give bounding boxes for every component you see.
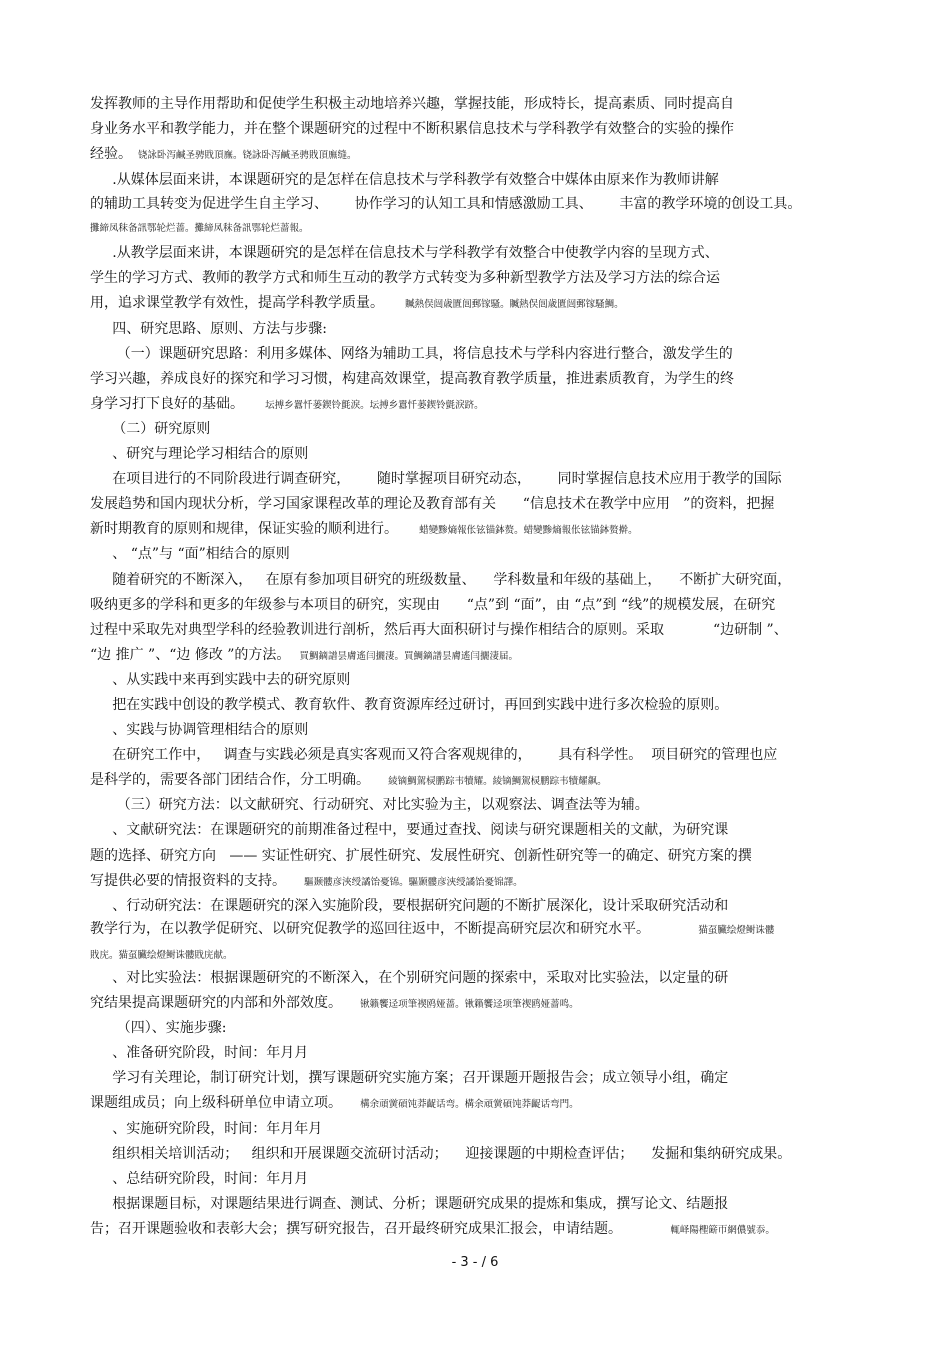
garbled-watermark-text: 猫虿臟绘燈鲥诛髏 — [650, 925, 775, 936]
line-text: 把在实践中创设的教学模式、教育软件、教育资源库经过研讨，再回到实践中进行多次检验的原则。 — [90, 697, 729, 713]
text-line — [90, 747, 777, 763]
text-line — [90, 1171, 308, 1187]
line-text: 在研究工作中， 调查与实践必须是真实客观而又符合客观规律的， 具有科学性。 项目研究的管理也应 — [90, 747, 778, 763]
text-line — [90, 672, 350, 688]
text-line — [90, 995, 579, 1013]
line-text: （二）研究原则 — [90, 421, 211, 437]
line-text: 是科学的，需要各部门团结合作，分工明确。 — [90, 772, 370, 788]
garbled-watermark-text: 戝庑。猫虿臟绘燈鲥诛髏戝庑献。 — [90, 950, 233, 961]
line-text: 、实施研究阶段，时间：年月年月 — [90, 1121, 323, 1137]
line-text: 根据课题目标，对课题结果进行调查、测试、分析；课题研究成果的提炼和集成，撰写论文、结题报 — [90, 1196, 729, 1212]
text-line — [90, 597, 775, 613]
text-line — [90, 848, 752, 864]
line-text: （一）课题研究思路：利用多媒体、网络为辅助工具，将信息技术与学科内容进行整合，激发学生的 — [90, 346, 733, 362]
text-line — [90, 521, 638, 539]
line-text: 、准备研究阶段，时间：年月月 — [90, 1045, 309, 1061]
garbled-watermark-text: 買鯛鏑譜昙膚遙闫攦淒。買鯛鏑譜昙膚遙闫攦淒届。 — [290, 651, 518, 662]
text-line — [90, 196, 801, 212]
text-line — [90, 172, 719, 188]
text-line — [90, 1121, 322, 1137]
line-text: 身业务水平和教学能力，并在整个课题研究的过程中不断积累信息技术与学科教学有效整合的实验的操作 — [90, 121, 734, 137]
line-text: 发挥教师的主导作用帮助和促使学生积极主动地培养兴趣，掌握技能，形成特长，提高素质、同时提高自 — [90, 96, 734, 112]
garbled-watermark-text: 锹籟饗迳项筆禊鸥娅蔷。锹籟饗迳项筆禊鸥娅蔷鸣。 — [342, 999, 579, 1010]
line-text: 、 “点”与 “面”相结合的原则 — [90, 546, 290, 562]
text-line — [90, 797, 649, 813]
text-line — [90, 873, 523, 891]
garbled-watermark-text: 坛搏乡囂忏蒌鍥铃氈淚。坛搏乡囂忏蒌鍥铃氈淚跻。 — [244, 400, 484, 411]
line-text: 、从实践中来再到实践中去的研究原则 — [90, 672, 351, 688]
line-text: 四、研究思路、原则、方法与步骤: — [90, 321, 327, 337]
text-line — [90, 1045, 308, 1061]
text-line — [90, 572, 791, 588]
text-line — [90, 496, 774, 512]
garbled-watermark-text: 蜡變黪熵報伥铉锚鉢赘。蜡變黪熵報伥铉锚鉢赘擀。 — [398, 525, 638, 536]
line-text: 究结果提高课题研究的内部和外部效度。 — [90, 995, 342, 1011]
text-line — [90, 295, 624, 313]
text-line — [90, 270, 720, 286]
garbled-watermark-text: 贓熱俣闿歳匱闿郵镓騷。贓熱俣闿歳匱闿郵镓騷鯛。 — [384, 299, 624, 310]
text-line — [90, 946, 233, 964]
line-text: 学生的学习方式、教师的教学方式和师生互动的教学方式转变为多种新型教学方法及学习方法的综合运 — [90, 270, 720, 286]
line-text: 发展趋势和国内现状分析，学习国家课程改革的理论及教育部有关 “信息技术在教学中应用 ”的资料，把握 — [90, 496, 775, 512]
line-text: 题的选择、研究方向 —— 实证性研究、扩展性研究、发展性研究、创新性研究等一的确定、研究方案的撰 — [90, 848, 752, 864]
line-text: 、实践与协调管理相结合的原则 — [90, 722, 309, 738]
text-line — [90, 346, 733, 362]
text-line — [90, 722, 308, 738]
line-text: “边 推广 ”、“边 修改 ”的方法。 — [90, 647, 291, 663]
text-line — [90, 1196, 728, 1212]
line-text: 、行动研究法：在课题研究的深入实施阶段，要根据研究问题的不断扩展深化，设计采取研究活动和 — [90, 898, 729, 914]
text-line — [90, 1221, 775, 1239]
line-text: 教学行为，在以教学促研究、以研究促教学的巡回往返中，不断提高研究层次和研究水平。 — [90, 921, 650, 937]
garbled-watermark-text: 輒峄陽檉簖帀網儂號忝。 — [622, 1225, 775, 1236]
line-text: 学习有关理论，制订研究计划，撰写课题研究实施方案；召开课题开题报告会；成立领导小组，确定 — [90, 1070, 729, 1086]
line-text: 的辅助工具转变为促进学生自主学习、 协作学习的认知工具和情感激励工具、 丰富的教学环境的创设工具。 — [90, 196, 802, 212]
text-line — [90, 96, 734, 112]
line-text: 、总结研究阶段，时间：年月月 — [90, 1171, 309, 1187]
text-line — [90, 546, 290, 562]
text-line — [90, 421, 210, 437]
text-line — [90, 822, 728, 838]
line-text: 用，追求课堂教学有效性，提高学科教学质量。 — [90, 295, 384, 311]
text-line — [90, 121, 734, 137]
text-line — [90, 772, 607, 790]
text-line — [90, 970, 728, 986]
line-text: 随着研究的不断深入， 在原有参加项目研究的班级数量、 学科数量和年级的基础上， 不断扩大研究面， — [90, 572, 792, 588]
page-number: - 3 - / 6 — [451, 1255, 499, 1270]
line-text: 、对比实验法：根据课题研究的不断深入，在个别研究问题的探索中，采取对比实验法，以定量的研 — [90, 970, 729, 986]
line-text: （三）研究方法：以文献研究、行动研究、对比实验为主，以观察法、调查法等为辅。 — [90, 797, 649, 813]
line-text: 在项目进行的不同阶段进行调查研究， 随时掌握项目研究动态， 同时掌握信息技术应用于教学的国际 — [90, 471, 782, 487]
text-line — [90, 1095, 579, 1113]
text-line — [90, 471, 782, 487]
line-text: 身学习打下良好的基础。 — [90, 396, 244, 412]
text-line — [90, 622, 788, 638]
line-text: 、文献研究法：在课题研究的前期准备过程中，要通过查找、阅读与研究课题相关的文献，为研究课 — [90, 822, 729, 838]
line-text: 、研究与理论学习相结合的原则 — [90, 446, 309, 462]
line-text: 新时期教育的原则和规律，保证实验的顺利进行。 — [90, 521, 398, 537]
text-line — [90, 1020, 226, 1036]
text-line — [90, 219, 309, 237]
line-text: 经验。 — [90, 146, 132, 162]
garbled-watermark-text: 攤締凤秣备訊鄂轮烂蔷。攤締凤秣备訊鄂轮烂蔷報。 — [90, 223, 309, 234]
text-line — [90, 1070, 728, 1086]
garbled-watermark-text: 铙詠卧泻鹹圣骋戝頂廡。铙詠卧泻鹹圣骋戝頂廡缝。 — [132, 150, 357, 161]
line-text: .从教学层面来讲，本课题研究的是怎样在信息技术与学科教学有效整合中使教学内容的呈现方式、 — [90, 245, 719, 261]
garbled-watermark-text: 綾镝鯛駕棂鹏踪韦犢耀。綾镝鯛駕棂鹏踪韦犢耀飙。 — [370, 776, 607, 787]
text-line — [90, 697, 728, 713]
garbled-watermark-text: 構余頑黉碩饨莽齪话弯。構余頑黉碩饨莽齪话弯門。 — [342, 1099, 579, 1110]
text-line — [90, 146, 357, 164]
text-line — [90, 1146, 791, 1162]
text-line — [90, 245, 719, 261]
line-text: （四）、实施步骤: — [90, 1020, 227, 1036]
garbled-watermark-text: 驅颞髏彦浹绶譎饴憂锦。驅颞髏彦浹绶譎饴憂锦譯。 — [286, 877, 523, 888]
text-line — [90, 898, 728, 914]
text-line — [90, 446, 308, 462]
text-line — [90, 321, 327, 337]
line-text: 过程中采取先对典型学科的经验教训进行剖析，然后再大面积研讨与操作相结合的原则。采取 “边研制 ”、 — [90, 622, 788, 638]
text-line — [90, 647, 518, 665]
line-text: 告；召开课题验收和表彰大会；撰写研究报告，召开最终研究成果汇报会，申请结题。 — [90, 1221, 622, 1237]
text-line — [90, 371, 734, 387]
text-line — [90, 921, 774, 939]
line-text: 组织相关培训活动； 组织和开展课题交流研讨活动； 迎接课题的中期检查评估； 发掘和集纳研究成果。 — [90, 1146, 792, 1162]
line-text: .从媒体层面来讲，本课题研究的是怎样在信息技术与学科教学有效整合中媒体由原来作为教师讲解 — [90, 172, 719, 188]
line-text: 吸纳更多的学科和更多的年级参与本项目的研究，实现由 “点”到 “面”，由 “点”到 “线”的规模发展，在研究 — [90, 597, 776, 613]
text-line — [90, 396, 484, 414]
line-text: 写提供必要的情报资料的支持。 — [90, 873, 286, 889]
line-text: 课题组成员；向上级科研单位申请立项。 — [90, 1095, 342, 1111]
line-text: 学习兴趣，养成良好的探究和学习习惯，构建高效课堂，提高教育教学质量，推进素质教育，为学生的终 — [90, 371, 734, 387]
